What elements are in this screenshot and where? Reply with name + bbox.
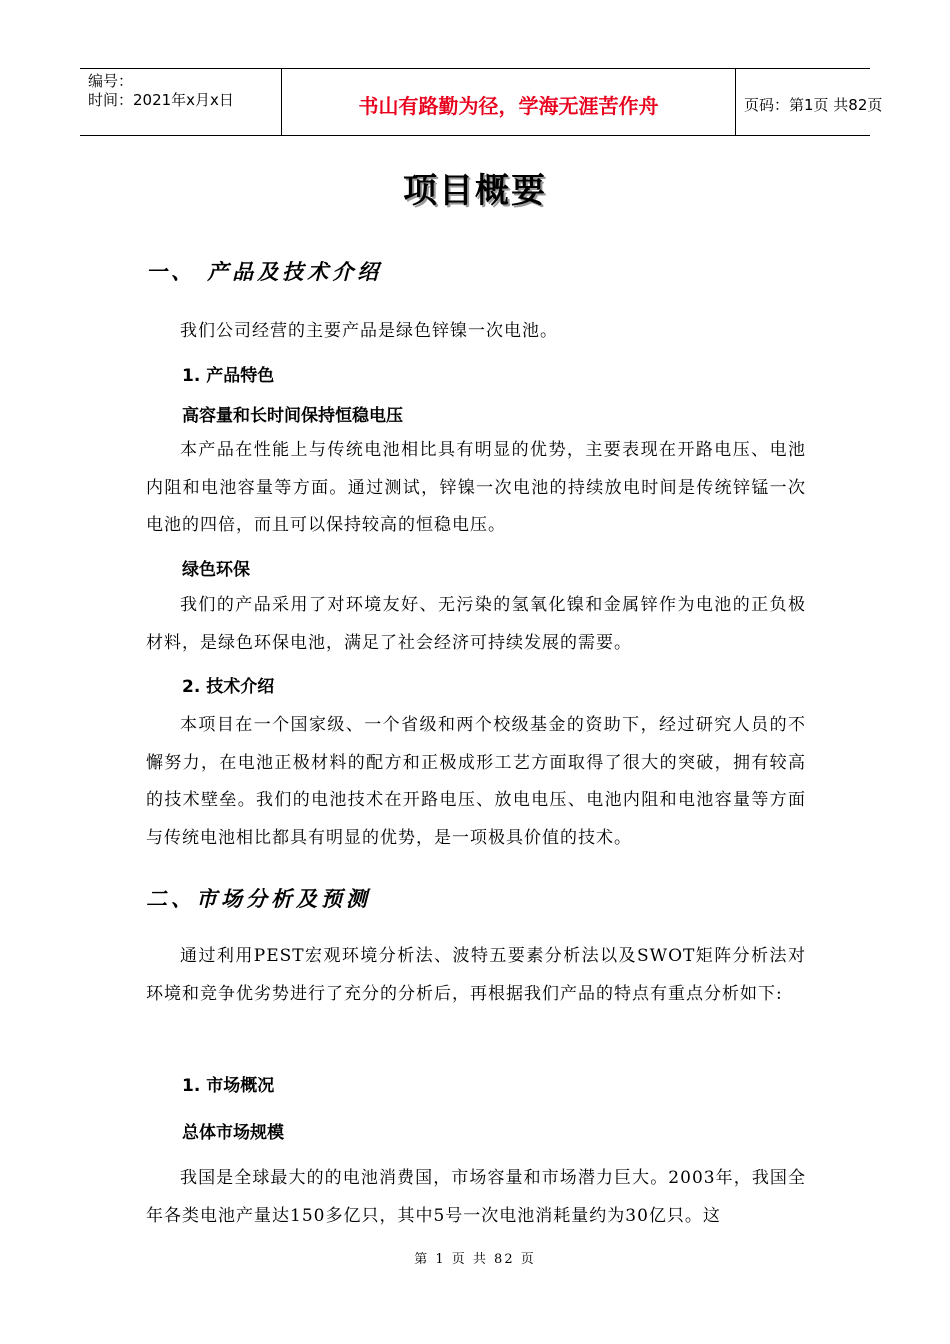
section-1-intro: 我们公司经营的主要产品是绿色锌镍一次电池。 <box>180 321 558 341</box>
paragraph-high-capacity: 本产品在性能上与传统电池相比具有明显的优势，主要表现在开路电压、电池内阻和电池容量等方面。通过测试，锌镍一次电池的持续放电时间是传统锌锰一次电池的四倍，而且可以保持较高的恒稳电压。 <box>146 440 806 535</box>
page-footer: 第 1 页 共 82 页 <box>414 1252 536 1267</box>
section-1-heading: 一、 产品及技术介绍 <box>146 260 383 284</box>
header-table <box>80 68 883 136</box>
paragraph-analysis: 通过利用PEST宏观环境分析法、波特五要素分析法以及SWOT矩阵分析法对环境和竞争优劣势进行了充分的分析后，再根据我们产品的特点有重点分析如下: <box>146 946 806 1004</box>
subheading-high-capacity: 高容量和长时间保持恒稳电压 <box>182 406 403 426</box>
header-motto: 书山有路勤为径，学海无涯苦作舟 <box>282 69 736 135</box>
paragraph-market-size: 我国是全球最大的的电池消费国，市场容量和市场潜力巨大。2003年，我国全年各类电池产量达150多亿只，其中5号一次电池消耗量约为30亿只。这 <box>146 1168 806 1226</box>
doc-time-label: 时间：2021年x月x日 <box>88 91 234 109</box>
header-page-info: 页码：第1页 共82页 <box>744 95 883 114</box>
doc-number-label: 编号： <box>88 72 134 90</box>
subheading-product-features: 1. 产品特色 <box>182 366 275 386</box>
paragraph-technology: 本项目在一个国家级、一个省级和两个校级基金的资助下，经过研究人员的不懈努力，在电池正极材料的配方和正极成形工艺方面取得了很大的突破，拥有较高的技术壁垒。我们的电池技术在开路电压、放电电压、电池内阻和电池容量等方面与传统电池相比都具有明显的优势，是一项极具价值的技术。 <box>146 715 806 848</box>
section-2-heading: 二、市场分析及预测 <box>146 887 371 911</box>
subheading-market-overview: 1. 市场概况 <box>182 1076 275 1096</box>
subheading-green: 绿色环保 <box>182 560 250 580</box>
page-title: 项目概要 <box>403 171 547 211</box>
header-meta-cell <box>80 69 282 135</box>
subheading-market-size: 总体市场规模 <box>182 1123 284 1143</box>
subheading-technology: 2. 技术介绍 <box>182 677 275 697</box>
paragraph-green: 我们的产品采用了对环境友好、无污染的氢氧化镍和金属锌作为电池的正负极材料，是绿色环保电池，满足了社会经济可持续发展的需要。 <box>146 595 806 653</box>
